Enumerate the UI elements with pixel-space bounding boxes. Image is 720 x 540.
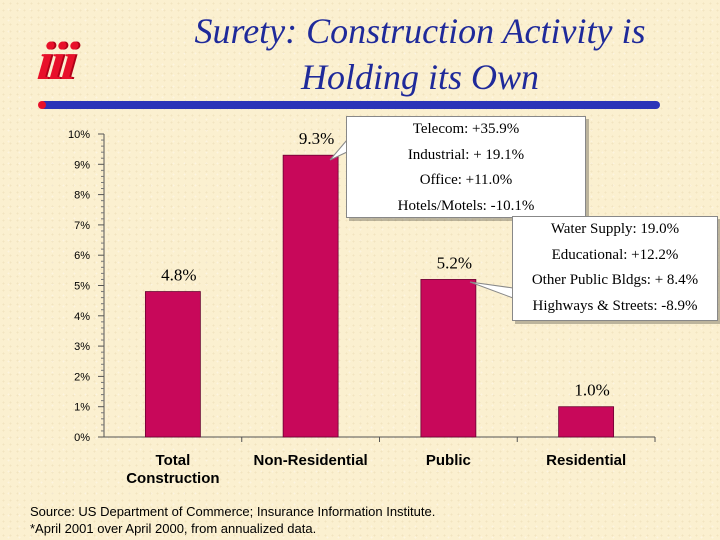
callout-line: Telecom: +35.9% (412, 121, 520, 137)
y-tick-label: 3% (74, 341, 90, 354)
y-tick-label: 5% (74, 280, 90, 293)
x-tick-label: Construction (126, 470, 220, 487)
data-label: 1.0% (574, 380, 610, 400)
x-tick-label: Non-Residential (253, 452, 368, 469)
nonresidential-callout (346, 116, 586, 218)
x-tick-label: Residential (546, 452, 627, 469)
x-tick-label: Total (155, 452, 191, 469)
callout-line: Industrial: + 19.1% (407, 146, 525, 163)
y-tick-label: 1% (74, 401, 90, 414)
iii-logo: iii (34, 31, 78, 91)
callout-line: Office: +11.0% (419, 172, 513, 188)
y-tick-label: 8% (74, 189, 90, 202)
callout-line: Highways & Streets: -8.9% (532, 297, 698, 314)
bar (421, 279, 476, 437)
y-tick-label: 7% (74, 219, 90, 232)
callout-line: Hotels/Motels: -10.1% (397, 197, 535, 214)
callout-line: Educational: +12.2% (551, 246, 679, 263)
data-label: 4.8% (161, 265, 197, 285)
y-tick-label: 4% (74, 310, 90, 323)
public-callout (512, 216, 718, 321)
source-footnote (30, 503, 435, 537)
source-line: Source: US Department of Commerce; Insurance Information Institute. (30, 504, 436, 519)
y-tick-label: 2% (74, 371, 90, 384)
x-tick-label: Public (425, 452, 471, 469)
callout-line: Other Public Bldgs: + 8.4% (531, 272, 699, 288)
title-line-2: Holding its Own (300, 57, 540, 97)
callout-line: Water Supply: 19.0% (550, 221, 680, 237)
y-tick-label: 0% (74, 432, 90, 444)
bar (559, 407, 614, 437)
bar (145, 292, 200, 437)
callout-pointer (470, 282, 513, 298)
footnote-line: *April 2001 over April 2000, from annualized data. (30, 521, 317, 536)
bar (283, 155, 338, 437)
y-tick-label: 6% (74, 250, 90, 263)
data-label: 5.2% (436, 253, 473, 273)
y-tick-label: 10% (67, 129, 90, 141)
data-label: 9.3% (298, 129, 335, 149)
title-line-1: Surety: Construction Activity is (194, 11, 646, 51)
y-tick-label: 9% (74, 159, 90, 172)
